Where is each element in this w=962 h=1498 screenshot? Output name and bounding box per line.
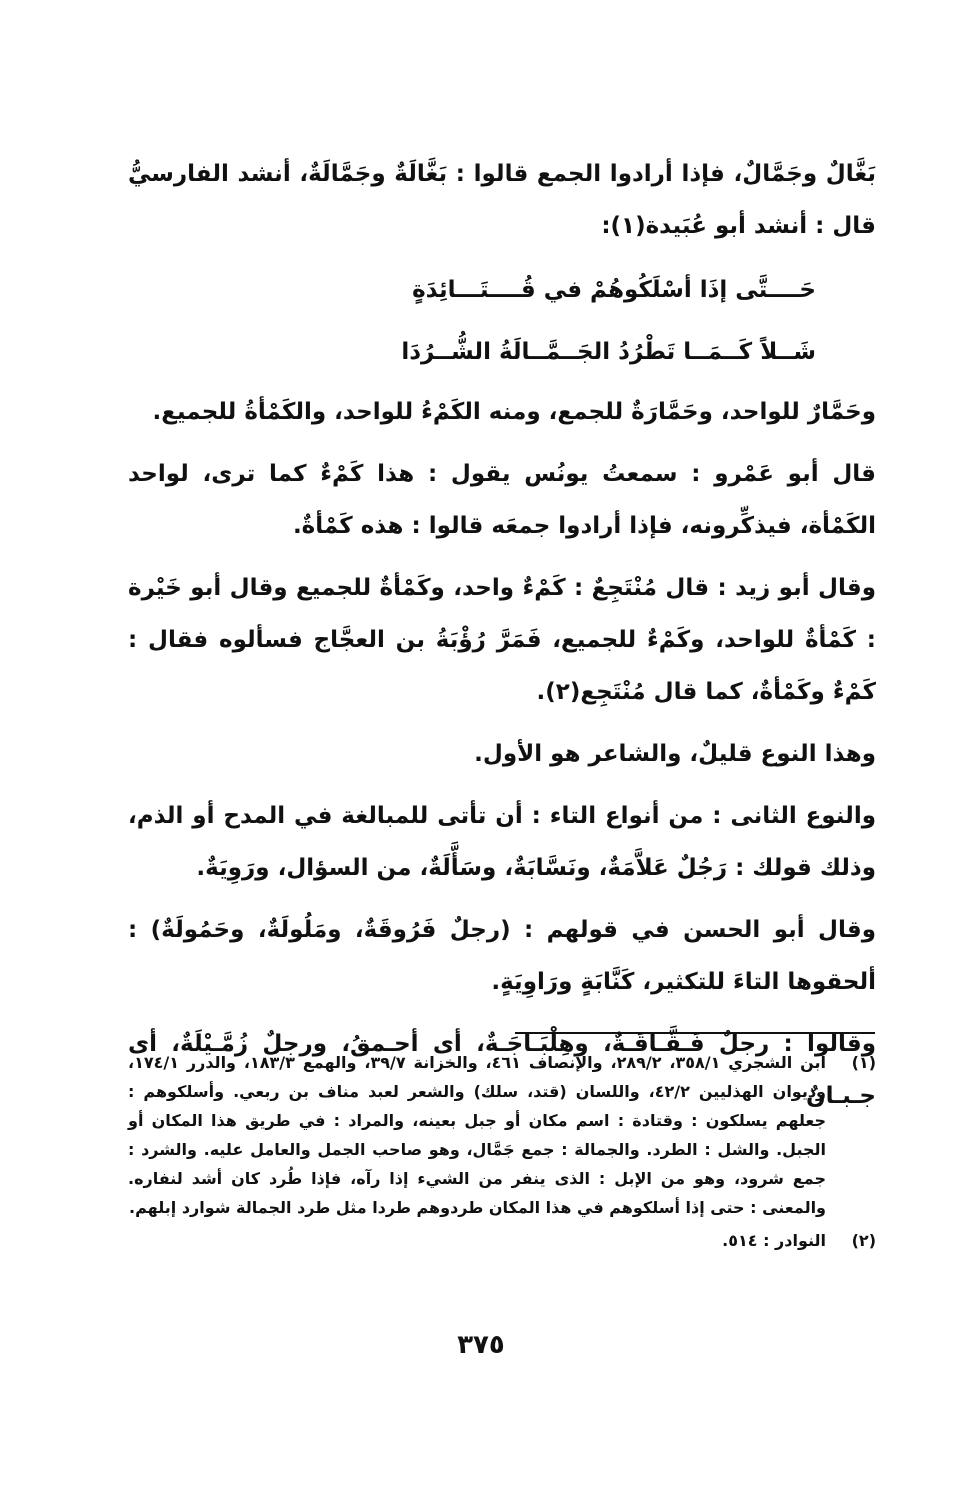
- paragraph-5: وهذا النوع قليلٌ، والشاعر هو الأول.: [474, 741, 876, 767]
- footnote-1: [128, 1048, 876, 1222]
- footnote-divider: [515, 1032, 875, 1034]
- page-number: ٣٧٥: [457, 1330, 505, 1360]
- verse-line-2: شَــلاً كَــمَــا تَطْرُدُ الجَــمَّــالَةُ الشُّــرُدَا: [401, 339, 816, 365]
- footnote-number: (١): [851, 1053, 876, 1072]
- footnote-2: [128, 1226, 876, 1255]
- paragraph-7: وقال أبو الحسن في قولهم : (رجلٌ فَرُوقَةٌ، ومَلُولَةٌ، وحَمُولَةٌ) : ألحقوها التاءَ للتكثير، كَنَّابَةٍ ورَاوِيَةٍ.: [128, 917, 876, 995]
- main-text: [128, 148, 876, 1132]
- paragraph-3: قال أبو عَمْرو : سمعتُ يونُس يقول : هذا كَمْءٌ كما ترى، لواحد الكَمْأة، فيذكِّرونه، فإذا أرادوا جمعَه قالوا : هذه كَمْأةٌ.: [128, 461, 876, 539]
- paragraph-4: وقال أبو زيد : قال مُنْتَجِعٌ : كَمْءٌ واحد، وكَمْأةٌ للجميع وقال أبو خَيْرة : كَمْأةٌ للواحد، وكَمْءٌ للجميع، فَمَرَّ رُؤْبَةُ بن العجَّاج فسألوه فقال : كَمْءٌ وكَمْأةٌ، كما قال مُنْتَجِع(٢).: [128, 575, 876, 705]
- paragraph-8: وقالوا : رجلٌ فَـقَّـاقَـةٌ، وهِلْبَـاجَـةٌ، أى أحـمقُ، ورجلٌ زُمَّـيْلَةٌ، أى جـبـانٌ: [128, 1031, 876, 1109]
- paragraph-1: بَغَّالٌ وجَمَّالٌ، فإذا أرادوا الجمع قالوا : بَغَّالَةٌ وجَمَّالَةٌ، أنشد الفارسيُّ قال : أنشد أبو عُبَيدة(١):: [128, 161, 876, 239]
- footnote-text: ابن الشجري ٣٥٨/١، ٢٨٩/٢، والإنصاف ٤٦١، والخزانة ٣٩/٧، والهمع ١٨٣/٣، والدرر ١٧٤/١، وديوان الهذليين ٤٢/٢، واللسان (قتد، سلك) والشعر لعبد مناف بن ربعي. وأسلكوهم : جعلهم يسلكون : وقتادة : اسم مكان أو جبل بعينه، والمراد : في طريق هذا المكان أو الجبل. والشل : الطرد. والجمالة : جمع جَمَّال، وهو صاحب الجمل والعامل عليه. والشرد : جمع شرود، وهو من الإبل : الذى ينفر من الشيء إذا رآه، فإذا طُرد كان أشد لنفاره. والمعنى : حتى إذا أسلكوهم في هذا المكان طردوهم طردا مثل طرد الجمالة شوارد إبلهم.: [128, 1053, 827, 1217]
- footnote-number: (٢): [851, 1231, 876, 1250]
- footnote-text: النوادر : ٥١٤.: [722, 1231, 826, 1250]
- footnotes: [128, 1048, 876, 1259]
- paragraph-6: والنوع الثانى : من أنواع التاء : أن تأتى للمبالغة في المدح أو الذم، وذلك قولك : رَجُلٌ عَلاَّمَةٌ، ونَسَّابَةٌ، وسَأَّلَةٌ، من السؤال، ورَوِيَةٌ.: [128, 803, 876, 881]
- paragraph-2: وحَمَّارٌ للواحد، وحَمَّارَةٌ للجمع، ومنه الكَمْءُ للواحد، والكَمْأةُ للجميع.: [152, 399, 876, 425]
- verse-line-1: حَــــتَّى إذَا أسْلَكُوهُمْ في قُــــتَـــائِدَةٍ: [412, 277, 816, 303]
